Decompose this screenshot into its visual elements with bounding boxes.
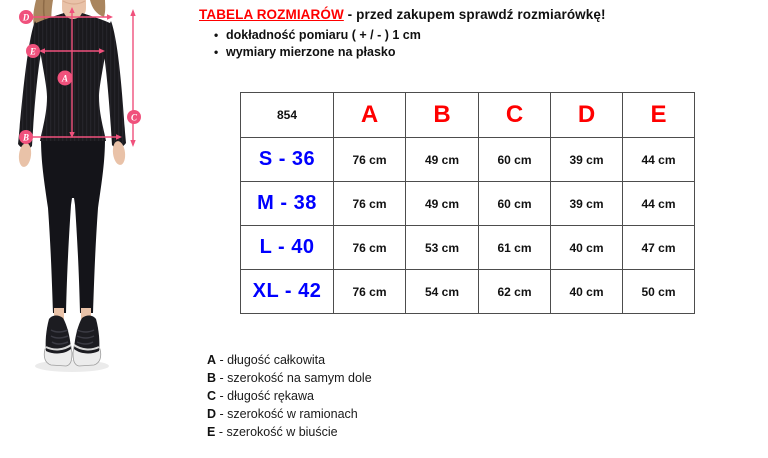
size-label-xl: XL - 42 bbox=[241, 270, 334, 314]
size-table bbox=[240, 92, 695, 314]
value-cell: 39 cm bbox=[551, 182, 623, 226]
value-cell: 40 cm bbox=[551, 270, 623, 314]
table-row-m bbox=[241, 182, 695, 226]
value-cell: 47 cm bbox=[623, 226, 695, 270]
value-cell: 49 cm bbox=[406, 182, 479, 226]
legend-item-b bbox=[207, 369, 372, 387]
measure-marker-c-label: C bbox=[130, 112, 138, 123]
legend-item-c bbox=[207, 387, 372, 405]
column-header-c: C bbox=[479, 93, 551, 138]
legend-key: A bbox=[207, 353, 217, 367]
legend-text: - szerokość na samym dole bbox=[216, 371, 372, 385]
value-cell: 53 cm bbox=[406, 226, 479, 270]
value-cell: 44 cm bbox=[623, 182, 695, 226]
bullet-measured-flat: • wymiary mierzone na płasko bbox=[214, 44, 759, 61]
legend-item-a bbox=[207, 351, 372, 369]
measurement-legend bbox=[207, 351, 372, 441]
value-cell: 76 cm bbox=[334, 182, 406, 226]
value-cell: 76 cm bbox=[334, 226, 406, 270]
legend-key: D bbox=[207, 407, 217, 421]
column-header-a: A bbox=[334, 93, 406, 138]
measure-marker-b-label: B bbox=[22, 132, 30, 143]
model-leggings bbox=[41, 138, 105, 313]
bullet-measure-accuracy: • dokładność pomiaru ( + / - ) 1 cm bbox=[214, 27, 759, 44]
table-row-l bbox=[241, 226, 695, 270]
legend-key: B bbox=[207, 371, 217, 385]
product-photo bbox=[0, 0, 180, 458]
value-cell: 61 cm bbox=[479, 226, 551, 270]
value-cell: 76 cm bbox=[334, 138, 406, 182]
column-header-d: D bbox=[551, 93, 623, 138]
table-row-xl bbox=[241, 270, 695, 314]
value-cell: 54 cm bbox=[406, 270, 479, 314]
column-header-e: E bbox=[623, 93, 695, 138]
page-title bbox=[199, 7, 759, 22]
legend-item-e bbox=[207, 423, 372, 441]
size-label-l: L - 40 bbox=[241, 226, 334, 270]
model-sneakers bbox=[44, 315, 101, 366]
legend-key: C bbox=[207, 389, 217, 403]
page-title-rest: - przed zakupem sprawdź rozmiarówkę! bbox=[343, 7, 606, 22]
value-cell: 40 cm bbox=[551, 226, 623, 270]
header bbox=[199, 7, 759, 61]
measure-marker-d-label: D bbox=[22, 12, 30, 23]
column-header-b: B bbox=[406, 93, 479, 138]
value-cell: 49 cm bbox=[406, 138, 479, 182]
value-cell: 62 cm bbox=[479, 270, 551, 314]
legend-item-d bbox=[207, 405, 372, 423]
value-cell: 60 cm bbox=[479, 138, 551, 182]
page-title-highlight: TABELA ROZMIARÓW bbox=[199, 7, 344, 22]
legend-key: E bbox=[207, 425, 216, 439]
legend-text: - długość rękawa bbox=[216, 389, 314, 403]
legend-text: - długość całkowita bbox=[216, 353, 326, 367]
size-label-m: M - 38 bbox=[241, 182, 334, 226]
table-row-s bbox=[241, 138, 695, 182]
header-bullets bbox=[199, 27, 759, 61]
measure-marker-e-label: E bbox=[29, 46, 37, 57]
model-sweater-torso bbox=[34, 13, 112, 141]
value-cell: 76 cm bbox=[334, 270, 406, 314]
value-cell: 50 cm bbox=[623, 270, 695, 314]
size-table-header-row bbox=[241, 93, 695, 138]
product-code-cell: 854 bbox=[241, 93, 334, 138]
value-cell: 39 cm bbox=[551, 138, 623, 182]
legend-text: - szerokość w biuście bbox=[215, 425, 338, 439]
value-cell: 44 cm bbox=[623, 138, 695, 182]
measure-line-c bbox=[130, 9, 135, 147]
measure-marker-a-label: A bbox=[61, 73, 69, 84]
size-label-s: S - 36 bbox=[241, 138, 334, 182]
value-cell: 60 cm bbox=[479, 182, 551, 226]
legend-text: - szerokość w ramionach bbox=[216, 407, 358, 421]
